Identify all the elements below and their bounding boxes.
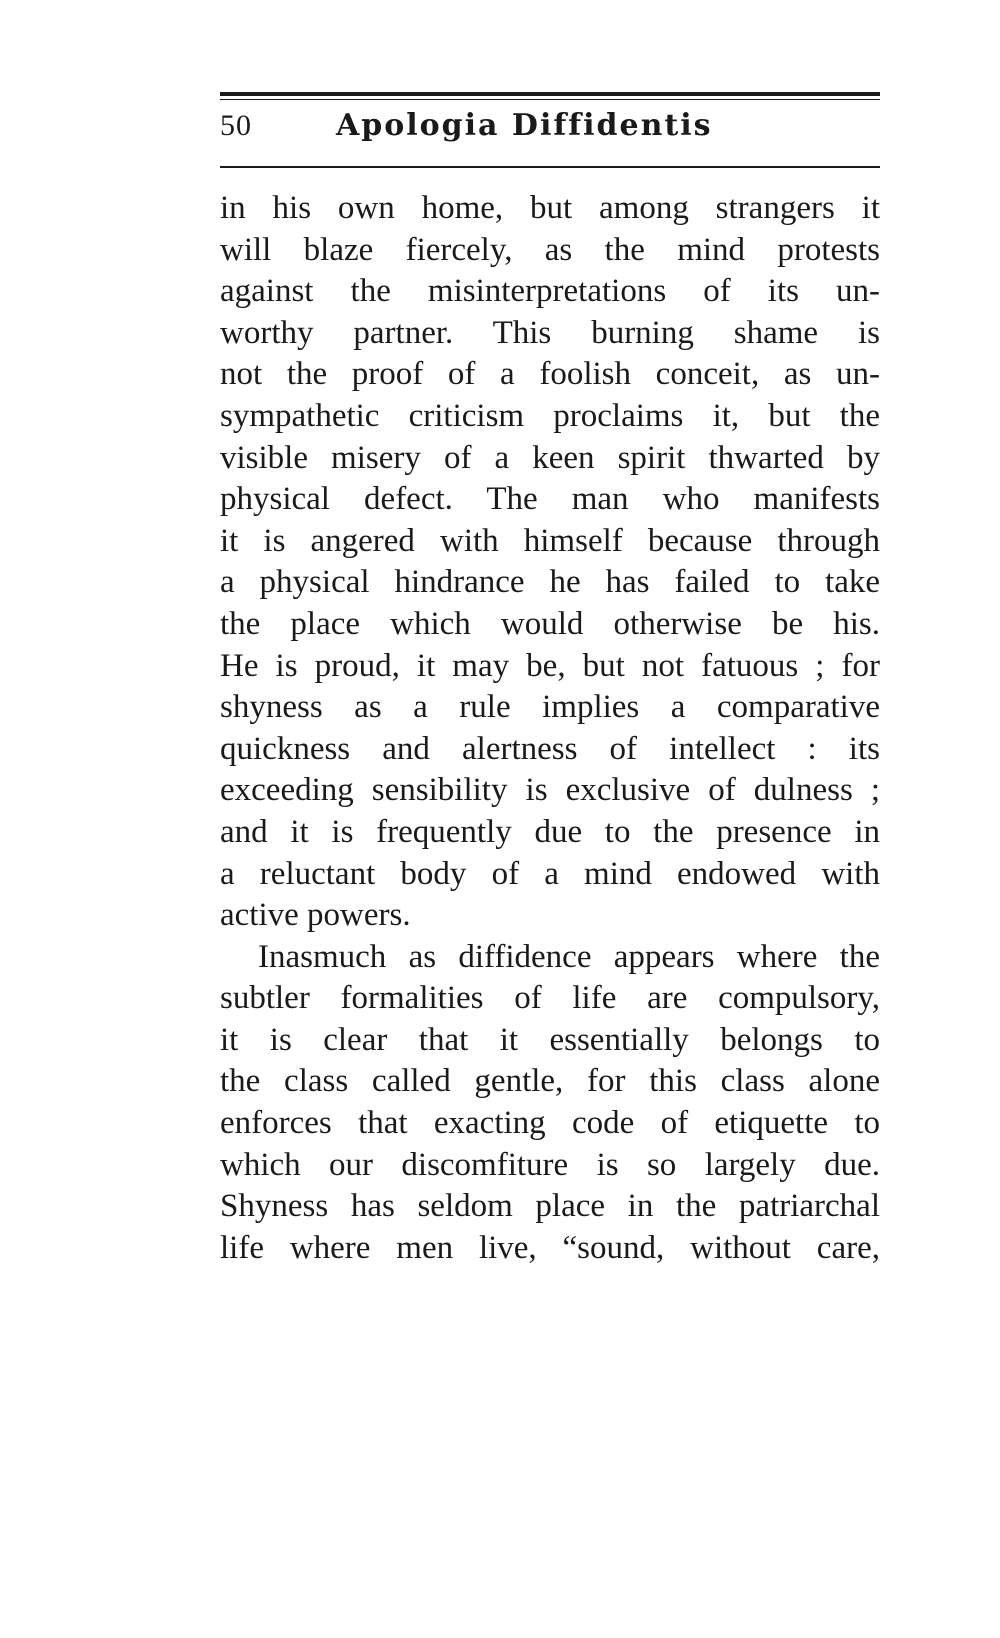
header-rule-thick bbox=[220, 92, 880, 96]
text-line: visible misery of a keen spirit thwarted by bbox=[220, 439, 880, 476]
text-line: exceeding sensibility is exclusive of dulness ; bbox=[220, 772, 880, 809]
text-line: enforces that exacting code of etiquette to bbox=[220, 1105, 880, 1142]
header-rule-bottom bbox=[220, 166, 880, 168]
text-line: He is proud, it may be, but not fatuous ; for bbox=[220, 647, 880, 684]
text-line: shyness as a rule implies a comparative bbox=[220, 689, 880, 726]
text-line: the class called gentle, for this class alone bbox=[220, 1063, 880, 1100]
running-head bbox=[220, 100, 880, 164]
text-line: against the misinterpretations of its un- bbox=[220, 273, 880, 310]
text-line: subtler formalities of life are compulsory, bbox=[220, 980, 880, 1017]
text-line: the place which would otherwise be his. bbox=[220, 605, 880, 642]
body-text bbox=[220, 188, 880, 1269]
text-line: a physical hindrance he has failed to take bbox=[220, 564, 880, 601]
text-line: sympathetic criticism proclaims it, but the bbox=[220, 397, 880, 434]
paragraph-2 bbox=[220, 937, 880, 1270]
page-number: 50 bbox=[220, 109, 252, 142]
text-line: quickness and alertness of intellect : its bbox=[220, 730, 880, 767]
text-line: and it is frequently due to the presence in bbox=[220, 813, 880, 850]
text-line: Shyness has seldom place in the patriarchal bbox=[220, 1188, 880, 1225]
text-line: will blaze fiercely, as the mind protests bbox=[220, 231, 880, 268]
text-line: which our discomfiture is so largely due. bbox=[220, 1146, 880, 1183]
text-line: it is clear that it essentially belongs to bbox=[220, 1021, 880, 1058]
text-line: worthy partner. This burning shame is bbox=[220, 314, 880, 351]
running-title: Apologia Diffidentis bbox=[336, 108, 713, 143]
text-line: it is angered with himself because through bbox=[220, 522, 880, 559]
text-line: not the proof of a foolish conceit, as un- bbox=[220, 356, 880, 393]
text-line: a reluctant body of a mind endowed with bbox=[220, 855, 880, 892]
book-page bbox=[220, 92, 880, 1269]
text-line: Inasmuch as diffidence appears where the bbox=[258, 938, 880, 975]
text-line: active powers. bbox=[220, 897, 411, 934]
paragraph-1 bbox=[220, 188, 880, 937]
text-line: in his own home, but among strangers it bbox=[220, 190, 880, 226]
text-line: life where men live, “sound, without care, bbox=[220, 1229, 880, 1266]
text-line: physical defect. The man who manifests bbox=[220, 481, 880, 518]
